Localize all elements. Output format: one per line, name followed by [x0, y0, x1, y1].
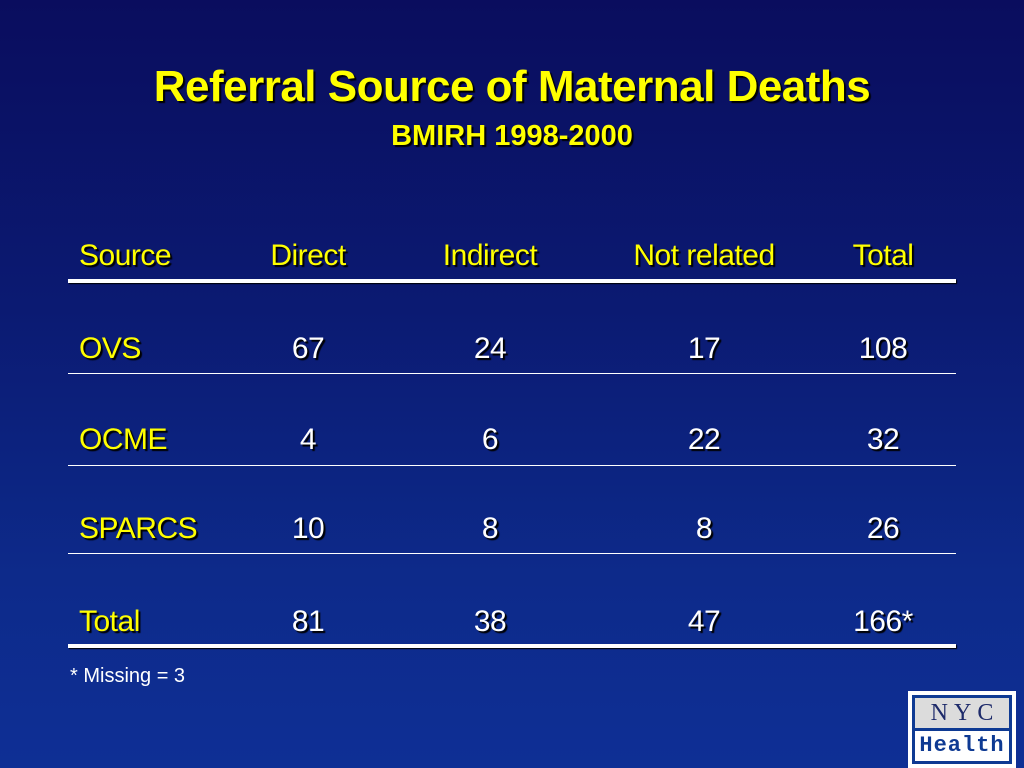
- logo-frame: [912, 695, 1012, 764]
- nyc-health-logo: [908, 691, 1016, 768]
- cell-total: 32: [866, 423, 900, 456]
- cell-indirect: 6: [481, 423, 499, 456]
- cell-direct: 81: [291, 605, 325, 638]
- slide-title: Referral Source of Maternal Deaths: [153, 62, 871, 111]
- cell-not-related: 8: [695, 512, 713, 545]
- header-direct: Direct: [270, 239, 346, 272]
- cell-direct: 10: [291, 512, 325, 545]
- row-label: Total: [79, 605, 140, 638]
- cell-direct: 67: [291, 332, 325, 365]
- row-divider: [68, 553, 956, 554]
- cell-total: 166*: [853, 605, 913, 638]
- cell-not-related: 22: [687, 423, 721, 456]
- header-total: Total: [852, 239, 914, 272]
- slide-subtitle: BMIRH 1998-2000: [391, 120, 633, 152]
- row-label: SPARCS: [79, 512, 198, 545]
- cell-indirect: 38: [473, 605, 507, 638]
- row-divider: [68, 465, 956, 466]
- footnote: * Missing = 3: [70, 665, 186, 687]
- cell-indirect: 24: [473, 332, 507, 365]
- cell-direct: 4: [299, 423, 317, 456]
- cell-not-related: 47: [687, 605, 721, 638]
- row-divider: [68, 373, 956, 374]
- cell-not-related: 17: [687, 332, 721, 365]
- cell-total: 26: [866, 512, 900, 545]
- header-indirect: Indirect: [442, 239, 538, 272]
- cell-total: 108: [858, 332, 908, 365]
- header-source: Source: [79, 239, 172, 272]
- logo-nyc-text: NYC: [915, 698, 1009, 728]
- logo-health-text: Health: [915, 731, 1009, 761]
- header-not-related: Not related: [633, 239, 775, 272]
- row-label: OVS: [79, 332, 141, 365]
- row-label: OCME: [79, 423, 167, 456]
- table-bottom-divider: [68, 644, 956, 648]
- header-divider: [68, 279, 956, 283]
- cell-indirect: 8: [481, 512, 499, 545]
